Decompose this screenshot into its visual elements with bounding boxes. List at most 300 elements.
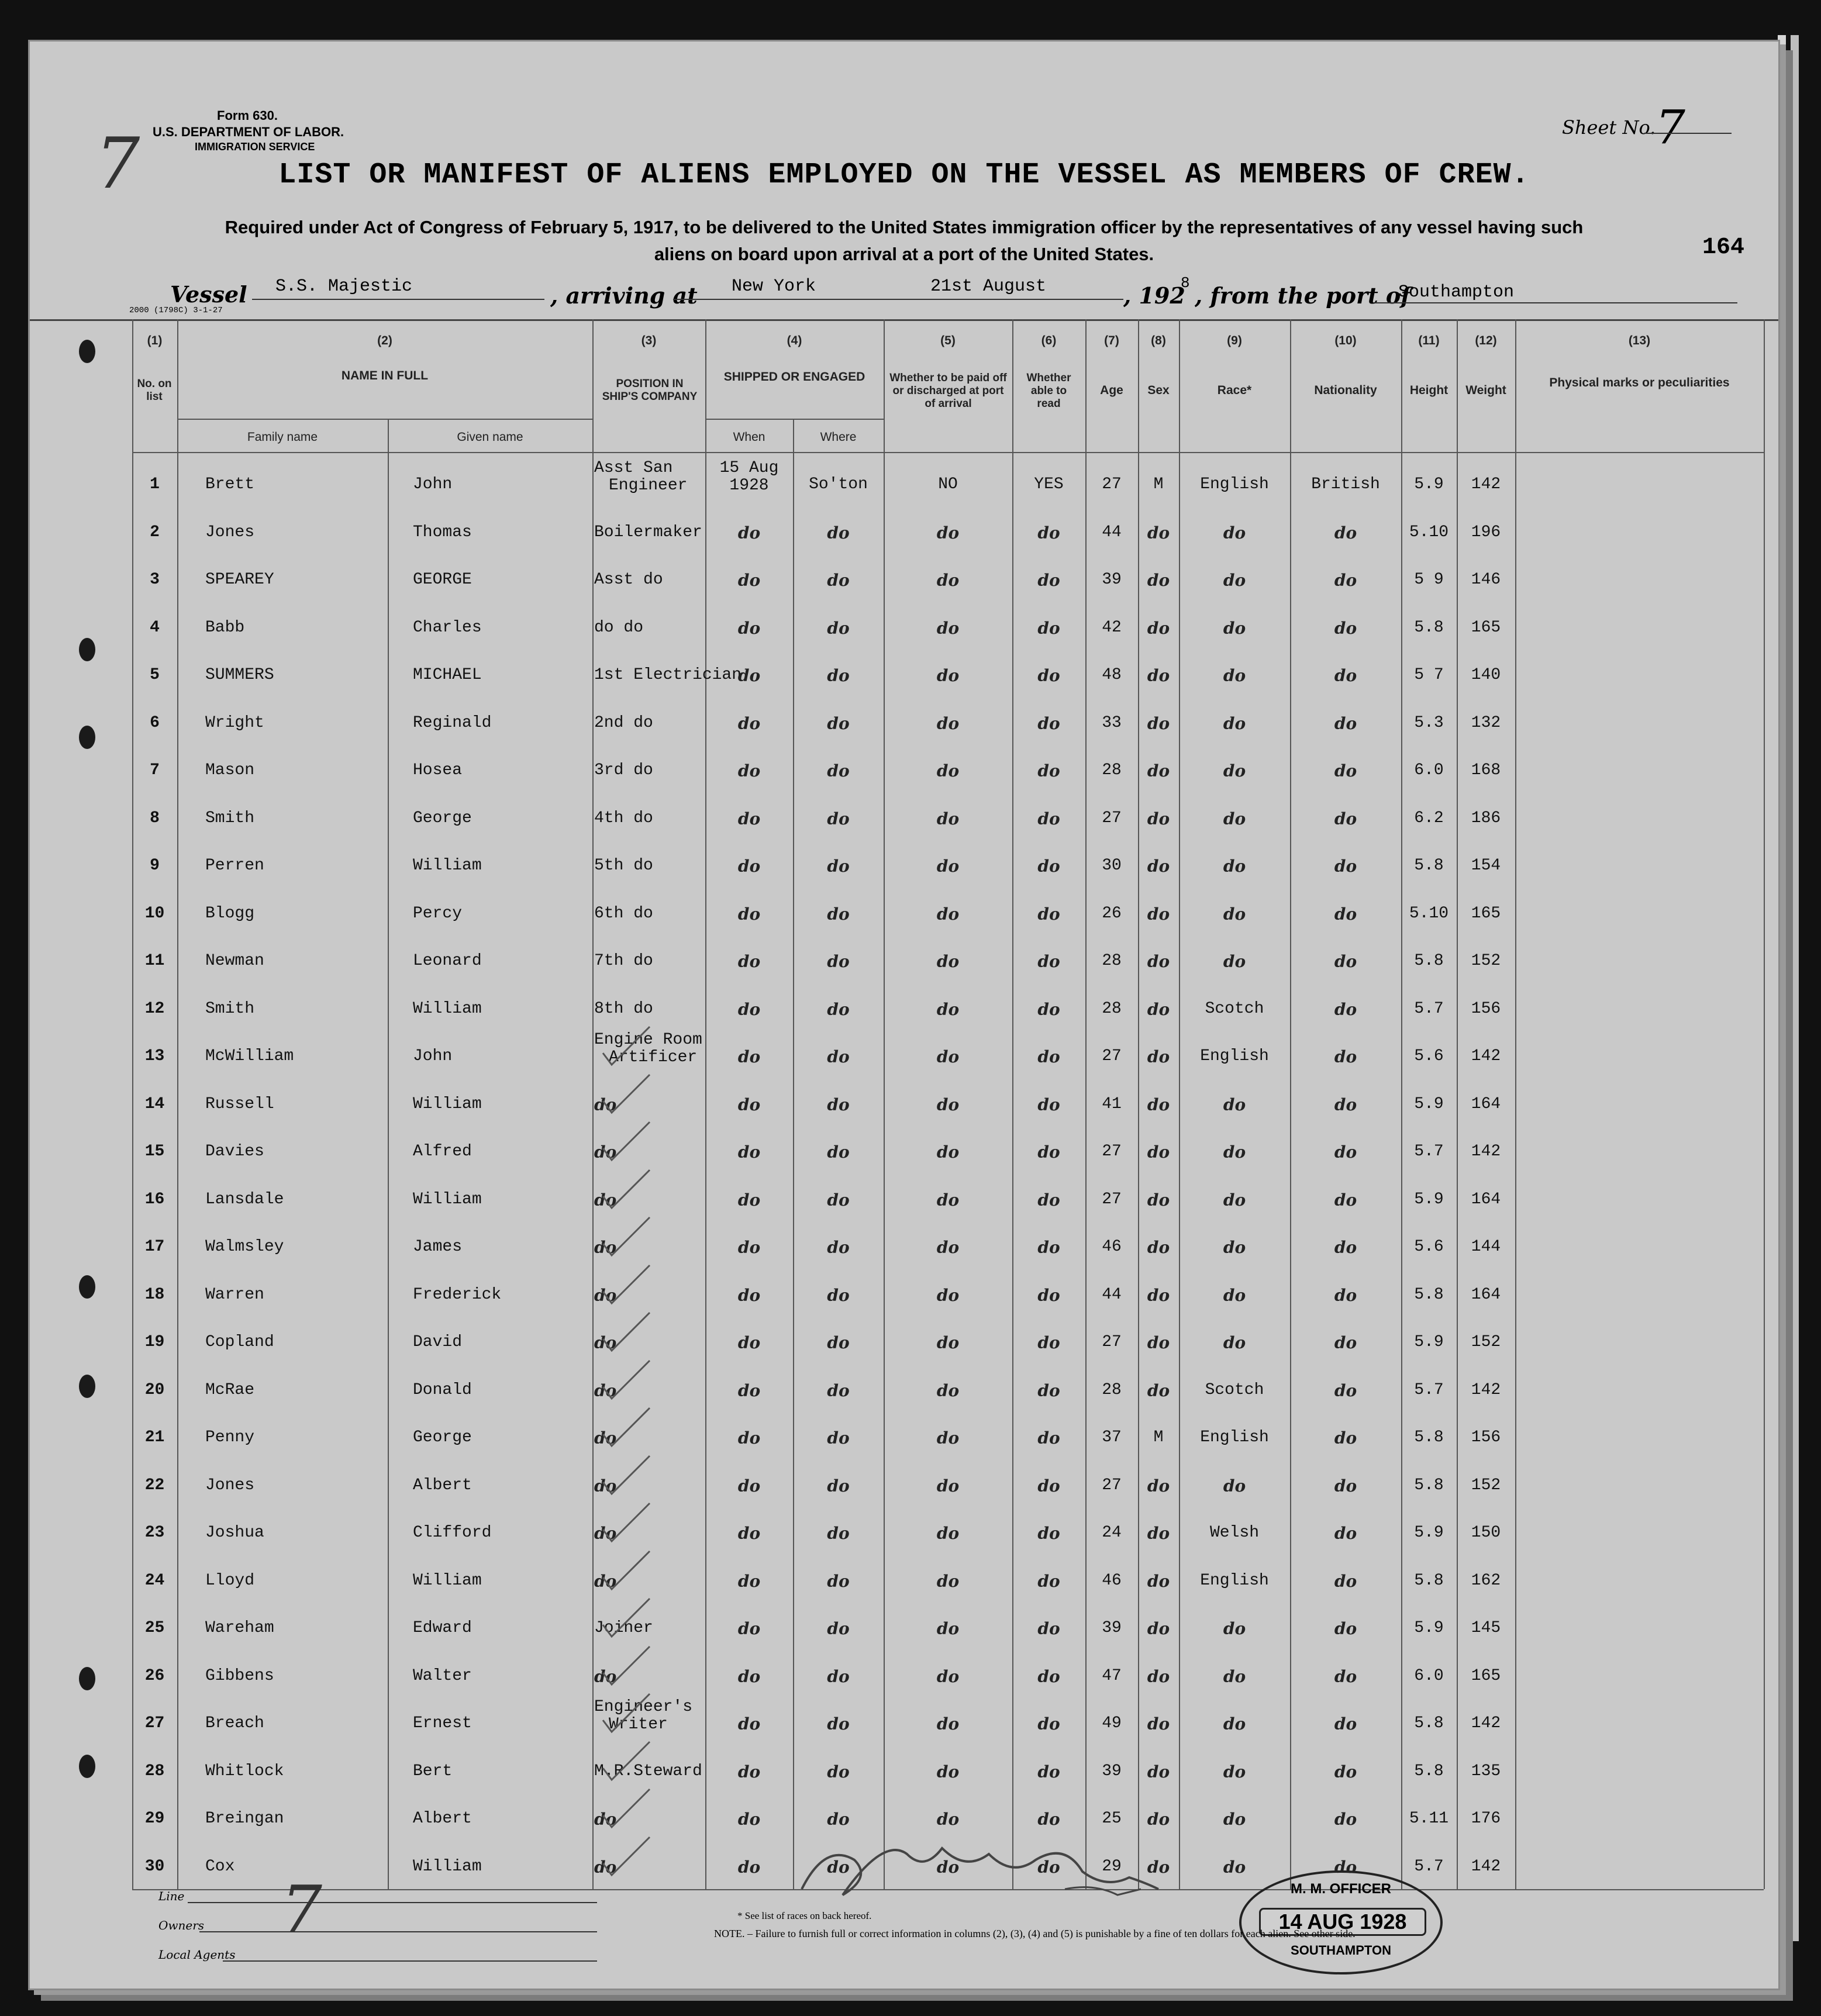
row-number: 24 bbox=[144, 1571, 165, 1590]
check-mark-icon bbox=[600, 1500, 653, 1547]
able-to-read: do bbox=[1037, 1714, 1060, 1734]
able-to-read: do bbox=[1037, 809, 1060, 829]
position: Engineer's bbox=[594, 1698, 693, 1716]
race: do bbox=[1223, 952, 1246, 971]
height: 5.9 bbox=[1414, 1095, 1444, 1113]
age: 41 bbox=[1102, 1095, 1122, 1113]
race: do bbox=[1223, 1142, 1246, 1162]
weight: 168 bbox=[1471, 761, 1501, 779]
given-name-header: Given name bbox=[457, 430, 523, 444]
position: do bbox=[594, 1095, 617, 1114]
nationality: do bbox=[1334, 666, 1357, 685]
able-to-read: do bbox=[1037, 618, 1060, 638]
footer-margin-mark: 7 bbox=[281, 1872, 322, 1946]
subtitle-line-1: Required under Act of Congress of February 5, 1917, to be delivered to the United States immigration officer by the representatives of any vessel having such bbox=[225, 217, 1584, 237]
sex: do bbox=[1147, 1762, 1170, 1782]
paid-off: do bbox=[936, 1524, 960, 1543]
sex: do bbox=[1147, 523, 1170, 543]
paid-off: do bbox=[936, 618, 960, 638]
weight: 186 bbox=[1471, 809, 1501, 827]
height: 5.8 bbox=[1414, 857, 1444, 875]
given-name: GEORGE bbox=[413, 571, 472, 589]
age: 46 bbox=[1102, 1571, 1122, 1590]
col6-number: (6) bbox=[1041, 334, 1057, 347]
weight: 142 bbox=[1471, 1142, 1501, 1161]
paid-off: do bbox=[936, 1571, 960, 1591]
position: 4th do bbox=[594, 809, 653, 827]
sex: do bbox=[1147, 1190, 1170, 1210]
nationality: do bbox=[1334, 618, 1357, 638]
family-name: Lloyd bbox=[205, 1571, 255, 1590]
col8-header: Sex bbox=[1147, 384, 1170, 397]
paid-off: do bbox=[936, 1476, 960, 1496]
paid-off: do bbox=[936, 761, 960, 781]
age: 27 bbox=[1102, 1190, 1122, 1209]
agents-label: Local Agents bbox=[158, 1948, 236, 1962]
position: do bbox=[594, 1190, 617, 1210]
position: 5th do bbox=[594, 857, 653, 875]
penalty-note: NOTE. – Failure to furnish full or correct information in columns (2), (3), (4) and (5) is punishable by a fine of ten dollars for each alien. See other side. bbox=[714, 1928, 1356, 1939]
page-title: LIST OR MANIFEST OF ALIENS EMPLOYED ON THE VESSEL AS MEMBERS OF CREW. bbox=[278, 158, 1530, 192]
table-row bbox=[30, 982, 1778, 1026]
table-row bbox=[30, 1125, 1778, 1168]
table-row bbox=[30, 1649, 1778, 1693]
check-mark-icon bbox=[600, 1262, 653, 1309]
row-number: 10 bbox=[144, 904, 165, 923]
table-row bbox=[30, 1411, 1778, 1454]
race: do bbox=[1223, 761, 1246, 781]
col4-header: SHIPPED OR ENGAGED bbox=[723, 370, 865, 384]
able-to-read: do bbox=[1037, 952, 1060, 971]
nationality: do bbox=[1334, 1619, 1357, 1638]
able-to-read: YES bbox=[1034, 475, 1064, 493]
family-name: Jones bbox=[205, 1476, 255, 1494]
stamped-number: 164 bbox=[1702, 234, 1745, 261]
row-number: 25 bbox=[144, 1619, 165, 1637]
table-row bbox=[30, 1459, 1778, 1502]
given-name: Leonard bbox=[413, 952, 482, 970]
position: 3rd do bbox=[594, 761, 653, 779]
position: do bbox=[594, 1380, 617, 1400]
sheet-number: 7 bbox=[1656, 100, 1685, 154]
sex: do bbox=[1147, 1810, 1170, 1829]
race: do bbox=[1223, 1666, 1246, 1686]
col7-header: Age bbox=[1100, 384, 1123, 397]
nationality: do bbox=[1334, 952, 1357, 971]
age: 25 bbox=[1102, 1810, 1122, 1828]
given-name: Hosea bbox=[413, 761, 463, 779]
col11-header: Height bbox=[1409, 384, 1448, 397]
race: do bbox=[1223, 1857, 1246, 1877]
race: Welsh bbox=[1209, 1524, 1259, 1542]
table-row bbox=[30, 1268, 1778, 1311]
shipped-when: do bbox=[737, 1571, 761, 1591]
col12-number: (12) bbox=[1475, 334, 1497, 347]
paid-off: do bbox=[936, 523, 960, 543]
header-bottom-rule bbox=[132, 452, 1764, 453]
height: 5.7 bbox=[1414, 1142, 1444, 1161]
given-name: George bbox=[413, 809, 472, 827]
row-number: 1 bbox=[150, 475, 160, 493]
paid-off: do bbox=[936, 1714, 960, 1734]
table-row bbox=[30, 553, 1778, 596]
family-name: Babb bbox=[205, 618, 245, 637]
shipped-where: do bbox=[827, 1238, 850, 1257]
shipped-when: do bbox=[737, 952, 761, 971]
shipped-when: do bbox=[737, 809, 761, 829]
able-to-read: do bbox=[1037, 1762, 1060, 1782]
table-row bbox=[30, 1745, 1778, 1788]
row-number: 19 bbox=[144, 1333, 165, 1351]
position: 6th do bbox=[594, 904, 653, 923]
paid-off: do bbox=[936, 1380, 960, 1400]
able-to-read: do bbox=[1037, 999, 1060, 1019]
weight: 132 bbox=[1471, 713, 1501, 732]
nationality: do bbox=[1334, 761, 1357, 781]
family-name: Davies bbox=[205, 1142, 264, 1161]
height: 5.9 bbox=[1414, 1333, 1444, 1351]
position: do bbox=[594, 1476, 617, 1496]
shipped-where: do bbox=[827, 952, 850, 971]
position-line-2: Engineer bbox=[609, 477, 688, 495]
nationality: do bbox=[1334, 1238, 1357, 1257]
shipped-when: do bbox=[737, 1714, 761, 1734]
name-subheader-rule bbox=[177, 419, 592, 420]
shipped-when: do bbox=[737, 1190, 761, 1210]
shipped-when: do bbox=[737, 1762, 761, 1782]
position: do bbox=[594, 1666, 617, 1686]
shipped-when: do bbox=[737, 761, 761, 781]
position: do do bbox=[594, 618, 644, 637]
row-number: 12 bbox=[144, 999, 165, 1018]
race: do bbox=[1223, 666, 1246, 685]
sex: do bbox=[1147, 1380, 1170, 1400]
shipped-when: do bbox=[737, 1476, 761, 1496]
sex: do bbox=[1147, 618, 1170, 638]
height: 6.0 bbox=[1414, 761, 1444, 779]
age: 27 bbox=[1102, 1333, 1122, 1351]
family-name: Newman bbox=[205, 952, 264, 970]
row-number: 3 bbox=[150, 571, 160, 589]
family-name: Smith bbox=[205, 999, 255, 1018]
race: Scotch bbox=[1205, 1380, 1264, 1399]
age: 49 bbox=[1102, 1714, 1122, 1732]
race: do bbox=[1223, 571, 1246, 590]
weight: 150 bbox=[1471, 1524, 1501, 1542]
height: 5.8 bbox=[1414, 1571, 1444, 1590]
height: 6.2 bbox=[1414, 809, 1444, 827]
shipped-where: do bbox=[827, 1047, 850, 1066]
owners-label: Owners bbox=[158, 1918, 205, 1932]
able-to-read: do bbox=[1037, 666, 1060, 685]
paid-off: do bbox=[936, 857, 960, 876]
shipped-subheader-rule bbox=[705, 419, 884, 420]
sex: do bbox=[1147, 857, 1170, 876]
height: 5.6 bbox=[1414, 1047, 1444, 1065]
age: 33 bbox=[1102, 713, 1122, 732]
race: English bbox=[1200, 1571, 1269, 1590]
sex: do bbox=[1147, 571, 1170, 590]
nationality: do bbox=[1334, 713, 1357, 733]
shipped-where: do bbox=[827, 1857, 850, 1877]
sex: do bbox=[1147, 1666, 1170, 1686]
race: do bbox=[1223, 809, 1246, 829]
table-row bbox=[30, 696, 1778, 740]
col4-number: (4) bbox=[787, 334, 802, 347]
shipped-when: do bbox=[737, 618, 761, 638]
age: 27 bbox=[1102, 1047, 1122, 1065]
nationality: do bbox=[1334, 857, 1357, 876]
row-number: 6 bbox=[150, 713, 160, 732]
height: 5.8 bbox=[1414, 1428, 1444, 1447]
shipped-when: do bbox=[737, 904, 761, 924]
paid-off: do bbox=[936, 1619, 960, 1638]
nationality: do bbox=[1334, 1190, 1357, 1210]
sex: do bbox=[1147, 1095, 1170, 1114]
nationality: do bbox=[1334, 1810, 1357, 1829]
race: do bbox=[1223, 1714, 1246, 1734]
shipped-when: do bbox=[737, 1238, 761, 1257]
shipped-when: do bbox=[737, 1524, 761, 1543]
arrival-date: 21st August bbox=[930, 277, 1047, 296]
given-name: Bert bbox=[413, 1762, 453, 1780]
position: do bbox=[594, 1142, 617, 1162]
paid-off: do bbox=[936, 904, 960, 924]
sex: do bbox=[1147, 999, 1170, 1019]
line-underline bbox=[188, 1902, 597, 1903]
shipped-when: do bbox=[737, 1142, 761, 1162]
weight: 140 bbox=[1471, 666, 1501, 684]
given-name: William bbox=[413, 1190, 482, 1209]
given-name: Frederick bbox=[413, 1285, 502, 1304]
height: 5.9 bbox=[1414, 1524, 1444, 1542]
family-name: Cox bbox=[205, 1857, 235, 1876]
print-code: 2000 (1798C) 3-1-27 bbox=[129, 306, 223, 315]
age: 27 bbox=[1102, 475, 1122, 493]
nationality: do bbox=[1334, 1571, 1357, 1591]
height: 5.10 bbox=[1409, 904, 1449, 923]
table-row bbox=[30, 1554, 1778, 1597]
owners-underline bbox=[199, 1931, 597, 1932]
shipped-when: do bbox=[737, 1810, 761, 1829]
able-to-read: do bbox=[1037, 1810, 1060, 1829]
nationality: do bbox=[1334, 1857, 1357, 1877]
shipped-when: do bbox=[737, 666, 761, 685]
height: 5.8 bbox=[1414, 618, 1444, 637]
given-name: Charles bbox=[413, 618, 482, 637]
check-mark-icon bbox=[600, 1739, 653, 1786]
age: 26 bbox=[1102, 904, 1122, 923]
height: 5.8 bbox=[1414, 1714, 1444, 1732]
table-row bbox=[30, 887, 1778, 930]
col2-header: NAME IN FULL bbox=[341, 369, 429, 382]
paid-off: do bbox=[936, 666, 960, 685]
race: do bbox=[1223, 1476, 1246, 1496]
agents-underline bbox=[223, 1960, 597, 1962]
sex: do bbox=[1147, 713, 1170, 733]
shipped-where: do bbox=[827, 1428, 850, 1448]
col8-number: (8) bbox=[1151, 334, 1166, 347]
sex: do bbox=[1147, 1238, 1170, 1257]
shipped-where: do bbox=[827, 904, 850, 924]
position: do bbox=[594, 1333, 617, 1352]
given-name: James bbox=[413, 1238, 463, 1256]
col1-number: (1) bbox=[147, 334, 163, 347]
weight: 142 bbox=[1471, 1857, 1501, 1876]
nationality: do bbox=[1334, 1714, 1357, 1734]
race: do bbox=[1223, 1238, 1246, 1257]
age: 28 bbox=[1102, 761, 1122, 779]
row-number: 9 bbox=[150, 857, 160, 875]
given-name: Clifford bbox=[413, 1524, 492, 1542]
shipped-where: do bbox=[827, 1380, 850, 1400]
when-header: When bbox=[733, 430, 765, 444]
year-digit: 8 bbox=[1181, 274, 1190, 292]
height: 5.3 bbox=[1414, 713, 1444, 732]
nationality: do bbox=[1334, 1380, 1357, 1400]
paid-off: do bbox=[936, 1142, 960, 1162]
age: 27 bbox=[1102, 1142, 1122, 1161]
sex: do bbox=[1147, 952, 1170, 971]
paid-off: do bbox=[936, 809, 960, 829]
row-number: 2 bbox=[150, 523, 160, 541]
shipped-when: do bbox=[737, 1285, 761, 1305]
age: 27 bbox=[1102, 809, 1122, 827]
family-name: Mason bbox=[205, 761, 255, 779]
family-name: Smith bbox=[205, 809, 255, 827]
sheet-label: Sheet No. bbox=[1562, 116, 1656, 139]
row-number: 16 bbox=[144, 1190, 165, 1209]
able-to-read: do bbox=[1037, 1666, 1060, 1686]
shipped-where: do bbox=[827, 1666, 850, 1686]
punch-hole bbox=[79, 340, 95, 363]
nationality: do bbox=[1334, 571, 1357, 590]
sex: do bbox=[1147, 1857, 1170, 1877]
arriving-label: , arriving at bbox=[550, 282, 698, 309]
position: 1st Electrician bbox=[594, 666, 742, 684]
col1-header: No. on list bbox=[137, 378, 172, 403]
row-number: 14 bbox=[144, 1095, 165, 1113]
given-name: Reginald bbox=[413, 713, 492, 732]
shipped-where: do bbox=[827, 1142, 850, 1162]
weight: 165 bbox=[1471, 1666, 1501, 1685]
page-edge bbox=[1791, 35, 1799, 1941]
able-to-read: do bbox=[1037, 761, 1060, 781]
given-name: John bbox=[413, 1047, 453, 1065]
height: 5.8 bbox=[1414, 1285, 1444, 1304]
where-header: Where bbox=[820, 430, 857, 444]
family-name: Brett bbox=[205, 475, 255, 493]
sex: M bbox=[1153, 475, 1164, 493]
age: 42 bbox=[1102, 618, 1122, 637]
paid-off: do bbox=[936, 1285, 960, 1305]
shipped-where: do bbox=[827, 809, 850, 829]
table-row bbox=[30, 839, 1778, 882]
position: Boilermaker bbox=[594, 523, 702, 541]
race-footnote: * See list of races on back hereof. bbox=[737, 1910, 872, 1921]
weight: 156 bbox=[1471, 1428, 1501, 1447]
signature bbox=[790, 1819, 1164, 1907]
race: do bbox=[1223, 713, 1246, 733]
shipped-when: do bbox=[737, 1619, 761, 1638]
family-name: Russell bbox=[205, 1095, 274, 1113]
check-mark-icon bbox=[600, 1453, 653, 1500]
check-mark-icon bbox=[600, 1834, 653, 1881]
sex: do bbox=[1147, 809, 1170, 829]
given-name: George bbox=[413, 1428, 472, 1447]
position: do bbox=[594, 1571, 617, 1591]
stamp-date: 14 AUG 1928 bbox=[1259, 1908, 1426, 1936]
age: 30 bbox=[1102, 857, 1122, 875]
vessel-name: S.S. Majestic bbox=[275, 277, 413, 296]
paid-off: do bbox=[936, 1190, 960, 1210]
weight: 156 bbox=[1471, 999, 1501, 1018]
sex: M bbox=[1153, 1428, 1164, 1447]
vessel-underline bbox=[252, 299, 544, 300]
check-mark-icon bbox=[600, 1310, 653, 1356]
weight: 142 bbox=[1471, 1047, 1501, 1065]
race: English bbox=[1200, 475, 1269, 493]
check-mark-icon bbox=[600, 1644, 653, 1690]
weight: 144 bbox=[1471, 1238, 1501, 1256]
age: 44 bbox=[1102, 1285, 1122, 1304]
department: U.S. DEPARTMENT OF LABOR. bbox=[153, 125, 344, 139]
family-name: McWilliam bbox=[205, 1047, 294, 1065]
date-underline bbox=[889, 299, 1123, 300]
shipped-where: do bbox=[827, 1714, 850, 1734]
age: 28 bbox=[1102, 1380, 1122, 1399]
age: 28 bbox=[1102, 952, 1122, 970]
paid-off: do bbox=[936, 1095, 960, 1114]
weight: 154 bbox=[1471, 857, 1501, 875]
col10-header: Nationality bbox=[1314, 384, 1377, 397]
col13-header: Physical marks or peculiarities bbox=[1549, 376, 1730, 389]
able-to-read: do bbox=[1037, 713, 1060, 733]
row-number: 8 bbox=[150, 809, 160, 827]
table-row bbox=[30, 1506, 1778, 1549]
shipped-when: do bbox=[737, 1428, 761, 1448]
shipped-when: 15 Aug bbox=[719, 459, 779, 477]
row-number: 17 bbox=[144, 1238, 165, 1256]
table-row bbox=[30, 934, 1778, 978]
nationality: do bbox=[1334, 1666, 1357, 1686]
shipped-where: do bbox=[827, 1190, 850, 1210]
sex: do bbox=[1147, 1285, 1170, 1305]
sex: do bbox=[1147, 1571, 1170, 1591]
age: 37 bbox=[1102, 1428, 1122, 1447]
able-to-read: do bbox=[1037, 1047, 1060, 1066]
able-to-read: do bbox=[1037, 571, 1060, 590]
height: 5 9 bbox=[1414, 571, 1444, 589]
weight: 152 bbox=[1471, 952, 1501, 970]
able-to-read: do bbox=[1037, 1619, 1060, 1638]
sex: do bbox=[1147, 1714, 1170, 1734]
position: Joiner bbox=[594, 1619, 653, 1637]
race: English bbox=[1200, 1047, 1269, 1065]
given-name: Albert bbox=[413, 1476, 472, 1494]
paid-off: do bbox=[936, 1666, 960, 1686]
port-underline bbox=[673, 299, 919, 300]
family-name: Blogg bbox=[205, 904, 255, 923]
table-row bbox=[30, 506, 1778, 549]
age: 39 bbox=[1102, 1762, 1122, 1780]
height: 5.8 bbox=[1414, 1476, 1444, 1494]
family-name: Breach bbox=[205, 1714, 264, 1732]
nationality: do bbox=[1334, 1047, 1357, 1066]
paid-off: do bbox=[936, 1810, 960, 1829]
nationality: do bbox=[1334, 523, 1357, 543]
shipped-where: do bbox=[827, 1810, 850, 1829]
